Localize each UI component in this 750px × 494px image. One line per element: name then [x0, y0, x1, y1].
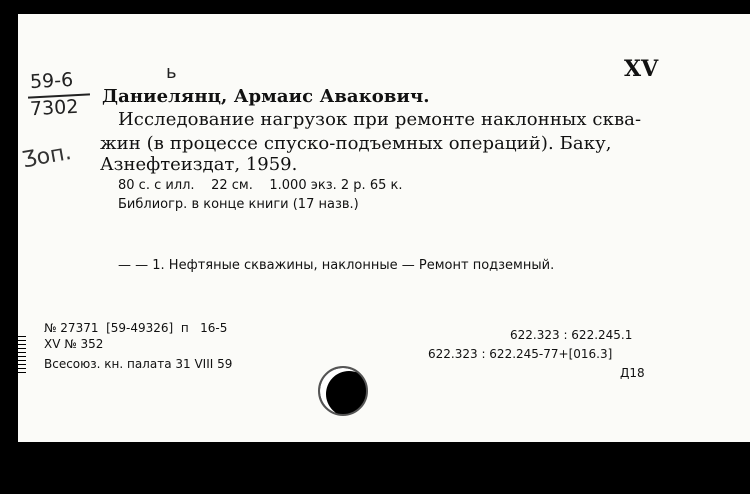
- title-line-1: Исследование нагрузок при ремонте наклонных сква-: [118, 109, 642, 130]
- catalog-card: [18, 14, 750, 442]
- punch-hole: [318, 366, 368, 416]
- title-line-3: Азнефтеиздат, 1959.: [100, 154, 298, 175]
- call-number-top: 59-6: [29, 68, 74, 94]
- series-number: XV № 352: [44, 337, 104, 351]
- book-chamber-imprint: Всесоюз. кн. палата 31 VIII 59: [44, 357, 233, 371]
- udc-line-2: 622.323 : 622.245-77+[016.3]: [428, 347, 613, 361]
- handwritten-mark: ь: [166, 62, 177, 83]
- udc-code: Д18: [620, 366, 645, 380]
- handwritten-side-note: Ӡоп.: [20, 139, 74, 174]
- registry-number: № 27371 [59-49326] п 16-5: [44, 321, 228, 335]
- udc-line-1: 622.323 : 622.245.1: [510, 328, 633, 342]
- physical-description: 80 с. с илл. 22 см. 1.000 экз. 2 р. 65 к.: [118, 178, 403, 193]
- call-number-bottom: 7302: [29, 95, 79, 121]
- roman-numeral: XV: [624, 56, 659, 82]
- subject-heading: — — 1. Нефтяные скважины, наклонные — Ремонт подземный.: [118, 258, 555, 273]
- author-heading: Даниелянц, Армаис Авакович.: [102, 86, 430, 107]
- bibliography-note: Библиогр. в конце книги (17 назв.): [118, 197, 359, 212]
- title-line-2: жин (в процессе спуско-подъемных операций). Баку,: [100, 133, 612, 154]
- scan-edge-marks: [18, 336, 26, 376]
